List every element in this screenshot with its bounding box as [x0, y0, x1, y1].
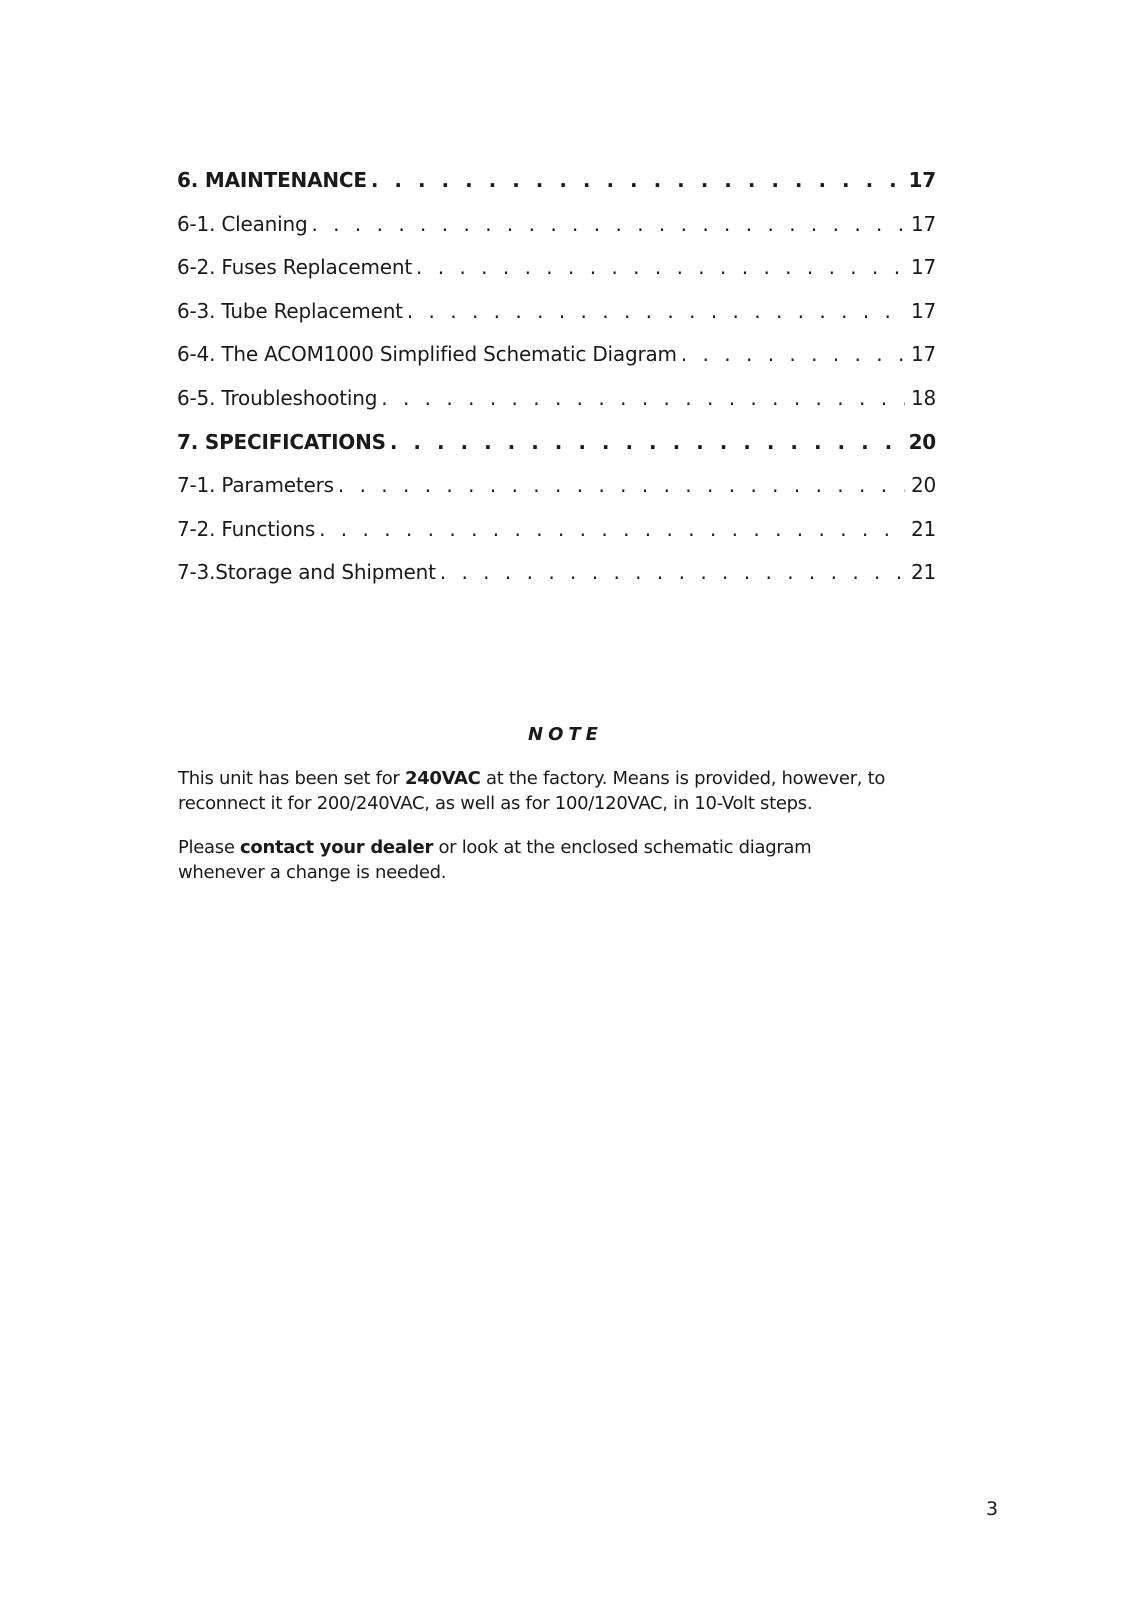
toc-page-number: 21: [910, 560, 936, 585]
toc-entry-title: 7-1. Parameters: [177, 473, 334, 498]
toc-dot-leader: [681, 342, 905, 366]
toc-page-number: 17: [910, 255, 936, 280]
toc-row[interactable]: [177, 255, 936, 299]
note-heading: NOTE: [528, 724, 603, 745]
contact-dealer-emphasis: contact your dealer: [240, 837, 434, 858]
toc-dot-leader: [371, 168, 903, 192]
toc-row[interactable]: [177, 473, 936, 517]
note-paragraph: [178, 766, 898, 816]
toc-row[interactable]: [177, 386, 936, 430]
table-of-contents: [177, 168, 936, 604]
toc-dot-leader: [311, 212, 904, 236]
page-number: 3: [986, 1498, 999, 1520]
toc-row[interactable]: [177, 342, 936, 386]
toc-page-number: 20: [910, 473, 936, 498]
toc-page-number: 18: [910, 385, 936, 410]
note-body: [178, 766, 898, 904]
toc-page-number: 17: [908, 168, 936, 192]
toc-row[interactable]: [177, 212, 936, 256]
toc-row[interactable]: [177, 299, 936, 343]
toc-page-number: 17: [910, 298, 936, 323]
toc-page-number: 17: [910, 211, 936, 236]
toc-entry-title: 6-2. Fuses Replacement: [177, 255, 412, 280]
toc-page-number: 17: [910, 342, 936, 367]
toc-entry-title: 6-5. Troubleshooting: [177, 385, 378, 410]
toc-entry-title: 7-3.Storage and Shipment: [177, 560, 436, 585]
note-paragraph: [178, 835, 898, 885]
toc-entry-title: 6-3. Tube Replacement: [177, 298, 403, 323]
toc-dot-leader: [407, 299, 905, 323]
toc-row[interactable]: [177, 560, 936, 604]
toc-row[interactable]: [177, 430, 936, 474]
toc-entry-title: 7. SPECIFICATIONS: [177, 429, 386, 454]
toc-dot-leader: [440, 560, 905, 584]
note-text: or look at the enclosed schematic diagram whenever a change is needed.: [178, 837, 812, 883]
toc-dot-leader: [416, 255, 905, 279]
note-text: This unit has been set for: [178, 768, 405, 789]
toc-entry-title: 6-1. Cleaning: [177, 211, 308, 236]
toc-row[interactable]: [177, 517, 936, 561]
toc-entry-title: 6. MAINTENANCE: [177, 168, 367, 192]
toc-page-number: 21: [910, 516, 936, 541]
toc-entry-title: 7-2. Functions: [177, 516, 316, 541]
toc-dot-leader: [381, 386, 905, 410]
toc-dot-leader: [319, 517, 905, 541]
toc-page-number: 20: [908, 429, 936, 454]
toc-row[interactable]: [177, 168, 936, 212]
toc-dot-leader: [338, 473, 905, 497]
toc-entry-title: 6-4. The ACOM1000 Simplified Schematic Diagram: [177, 342, 677, 367]
voltage-setting: 240VAC: [404, 768, 481, 789]
note-text: at the factory. Means is provided, however, to reconnect it for 200/240VAC, as well as for 100/120VAC, in 10-Volt steps.: [178, 768, 886, 814]
toc-dot-leader: [390, 430, 903, 454]
note-text: Please: [178, 837, 241, 858]
